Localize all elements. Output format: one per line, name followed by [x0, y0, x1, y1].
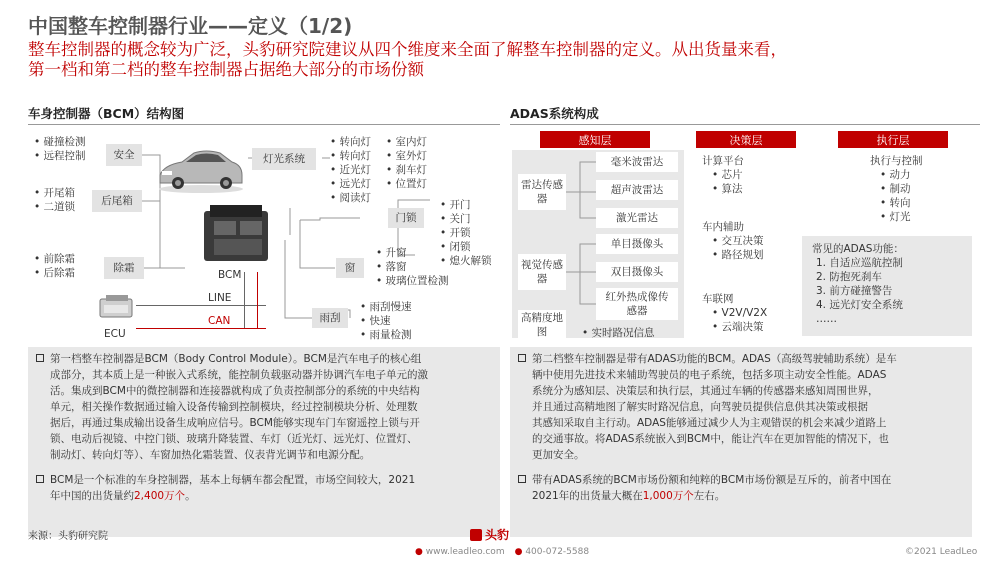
layer-decision: 决策层	[696, 131, 796, 148]
list-item: • 雨刮慢速	[360, 300, 412, 314]
ultrasonic-radar: 超声波雷达	[596, 180, 678, 200]
window-items	[376, 246, 449, 288]
para-line: 并且通过高精地图了解实时路况信息，向驾驶员提供信息供其决策或根据	[532, 401, 868, 413]
list-item: • 开门	[440, 198, 492, 212]
para-line: 据后，再通过集成输出设备生成响应信号。BCM能够实现车门车窗遥控上锁与开	[50, 417, 420, 429]
list-item: • 室内灯	[386, 135, 427, 149]
list-item: • 后除霜	[34, 266, 75, 280]
exec-items	[870, 168, 911, 224]
para-line: BCM是一个标准的车身控制器，基本上每辆车都会配置，市场空间较大，2021	[36, 472, 492, 488]
decision-group-title: 车联网	[702, 293, 734, 305]
para-line: 活。集成到BCM中的微控制器和连接器就构成了负责控制部分的系统的中央结构	[50, 385, 420, 397]
shipment-highlight: 1,000万个	[642, 490, 694, 502]
bcm-heading: 车身控制器（BCM）结构图	[28, 106, 185, 121]
list-item: • 室外灯	[386, 149, 427, 163]
list-item: • 碰撞检测	[34, 135, 86, 149]
list-item: • 升窗	[376, 246, 449, 260]
para-line: 更加安全。	[532, 449, 585, 461]
decision-items	[702, 306, 767, 334]
para-line: 锁、电动后视镜、中控门锁、玻璃升降装置、车灯（近光灯、远光灯、位置灯、	[50, 433, 418, 445]
checkbox-bullet-icon	[518, 475, 526, 483]
adas-description-panel	[510, 347, 972, 537]
function-item: 4. 远光灯安全系统	[816, 299, 903, 311]
list-item: • 实时路况信息	[582, 326, 655, 340]
radar-sensor-box: 雷达传感器	[518, 174, 566, 210]
leopard-logo-icon	[470, 529, 482, 541]
website-link[interactable]: ● www.leadleo.com	[415, 547, 505, 557]
para-line: 成部分，其本质上是一种嵌入式系统，能控制负载驱动器并协调汽车电子单元的激	[50, 369, 428, 381]
lidar: 激光雷达	[596, 208, 678, 228]
function-item: 1. 自适应巡航控制	[816, 257, 903, 269]
list-item: • 开尾箱	[34, 186, 75, 200]
list-item: • 玻璃位置检测	[376, 274, 449, 288]
globe-icon: ●	[415, 547, 423, 557]
list-item: • 闭锁	[440, 240, 492, 254]
bcm-paragraph-2	[36, 472, 492, 504]
infrared-sensor: 红外热成像传感器	[596, 288, 678, 320]
list-item: • 熄火解锁	[440, 254, 492, 268]
function-item: 3. 前方碰撞警告	[816, 285, 893, 297]
para-line: 辆中使用先进技术来辅助驾驶员的电子系统，包括多项主动安全性能。ADAS	[532, 369, 887, 381]
list-item: • 落窗	[376, 260, 449, 274]
can-arrow	[257, 272, 258, 328]
security-box: 安全	[106, 144, 142, 166]
function-item: ……	[816, 313, 837, 325]
logo-text: 头豹	[485, 528, 510, 542]
list-item: • 芯片	[702, 168, 743, 182]
checkbox-bullet-icon	[36, 475, 44, 483]
window-box: 窗	[336, 258, 364, 278]
subtitle-line: 整车控制器的概念较为广泛，头豹研究院建议从四个维度来全面了解整车控制器的定义。从出货量来看，	[28, 40, 787, 59]
list-item: • 刹车灯	[386, 163, 427, 177]
car-image	[156, 145, 246, 195]
defrost-box: 除霜	[104, 257, 144, 279]
para-line: 其感知采取自主行动。ADAS能够通过减少人为主观错误的机会来减少道路上	[532, 417, 887, 429]
list-item: • V2V/V2X	[702, 306, 767, 320]
list-item: • 交互决策	[702, 234, 764, 248]
adas-paragraph-2	[518, 472, 964, 504]
para-line: 2021年的出货量大概在1,000万个左右。	[532, 490, 726, 502]
lights-box: 灯光系统	[252, 148, 316, 170]
can-label: CAN	[208, 315, 231, 327]
shipment-highlight: 2,400万个	[134, 490, 186, 502]
decision-items	[702, 234, 764, 262]
para-line: 系统分为感知层、决策层和执行层，其通过车辆的传感器来感知周围世界，	[532, 385, 879, 397]
decision-items	[702, 168, 743, 196]
bcm-paragraph-1	[36, 351, 492, 463]
connector	[300, 220, 335, 268]
list-item: • 远程控制	[34, 149, 86, 163]
para-line: 年中国的出货量约2,400万个。	[50, 490, 196, 502]
page-subtitle	[28, 40, 988, 80]
list-item: • 转向灯	[330, 135, 371, 149]
phone-icon: ●	[514, 547, 523, 557]
list-item: • 快速	[360, 314, 412, 328]
layer-execution: 执行层	[838, 131, 948, 148]
list-item: • 路径规划	[702, 248, 764, 262]
ecu-label: ECU	[104, 328, 126, 340]
list-item: • 算法	[702, 182, 743, 196]
hd-map-box: 高精度地图	[518, 310, 566, 340]
can-bus	[136, 328, 266, 329]
footer-logo	[470, 526, 509, 543]
list-item: • 开锁	[440, 226, 492, 240]
list-item: • 远光灯	[330, 177, 371, 191]
subtitle-line: 第一档和第二档的整车控制器占据绝大部分的市场份额	[28, 60, 424, 79]
para-line: 单元，相关操作数据通过输入设备传输到控制模块，经过控制模块分析、处理数	[50, 401, 418, 413]
functions-title: 常见的ADAS功能：	[812, 243, 904, 255]
mmwave-radar: 毫米波雷达	[596, 152, 678, 172]
line-label: LINE	[208, 292, 232, 304]
adas-paragraph-1	[518, 351, 964, 463]
line-bus	[136, 305, 266, 306]
list-item: • 转向灯	[330, 149, 371, 163]
list-item: • 位置灯	[386, 177, 427, 191]
stereo-camera: 双目摄像头	[596, 262, 678, 282]
checkbox-bullet-icon	[36, 354, 44, 362]
connector	[300, 218, 360, 220]
footer-contact	[415, 547, 589, 557]
bcm-module-image	[202, 205, 272, 265]
list-item: • 雨量检测	[360, 328, 412, 342]
ecu-image	[98, 295, 138, 321]
divider	[510, 124, 980, 125]
layer-perception: 感知层	[540, 131, 650, 148]
list-item: • 关门	[440, 212, 492, 226]
line-arrow	[244, 272, 245, 328]
list-item: • 云端决策	[702, 320, 767, 334]
source-note: 来源：头豹研究院	[28, 531, 108, 542]
list-item: • 转向	[870, 196, 911, 210]
security-items	[34, 135, 86, 163]
trunk-items	[34, 186, 75, 214]
adas-functions-panel	[802, 236, 972, 336]
exec-title: 执行与控制	[870, 155, 923, 167]
function-item: 2. 防抱死刹车	[816, 271, 882, 283]
adas-heading: ADAS系统构成	[510, 106, 599, 121]
list-item: • 前除霜	[34, 252, 75, 266]
page-title: 中国整车控制器行业——定义（1/2)	[28, 14, 353, 38]
list-item: • 灯光	[870, 210, 911, 224]
checkbox-bullet-icon	[518, 354, 526, 362]
decision-group-title: 车内辅助	[702, 221, 744, 233]
adas-connectors	[566, 150, 598, 340]
para-line: 制动灯、转向灯等）、车窗加热化霜装置、仪表背光调节和电源分配。	[50, 449, 371, 461]
mono-camera: 单目摄像头	[596, 234, 678, 254]
list-item: • 阅读灯	[330, 191, 371, 205]
wiper-box: 雨刮	[312, 308, 348, 328]
bcm-description-panel	[28, 347, 500, 537]
door-lock-box: 门锁	[388, 208, 424, 228]
bcm-label: BCM	[218, 269, 242, 281]
list-item: • 二道锁	[34, 200, 75, 214]
list-item: • 动力	[870, 168, 911, 182]
decision-group-title: 计算平台	[702, 155, 744, 167]
vision-sensor-box: 视觉传感器	[518, 254, 566, 290]
copyright: ©2021 LeadLeo	[905, 547, 978, 557]
trunk-box: 后尾箱	[92, 190, 142, 212]
divider	[28, 124, 500, 125]
lights-col1	[330, 135, 371, 205]
list-item: • 制动	[870, 182, 911, 196]
defrost-items	[34, 252, 75, 280]
wiper-items	[360, 300, 412, 342]
para-line: 第二档整车控制器是带有ADAS功能的BCM。ADAS（高级驾驶辅助系统）是车	[518, 351, 964, 367]
lights-col2	[386, 135, 427, 191]
list-item: • 近光灯	[330, 163, 371, 177]
para-line: 的交通事故。将ADAS系统嵌入到BCM中，能让汽车在更加智能的情况下，也	[532, 433, 889, 445]
para-line: 带有ADAS系统的BCM市场份额和纯粹的BCM市场份额是互斥的，前者中国在	[518, 472, 964, 488]
para-line: 第一档整车控制器是BCM（Body Control Module）。BCM是汽车电子的核心组	[36, 351, 492, 367]
phone-number: ● 400-072-5588	[514, 547, 590, 557]
